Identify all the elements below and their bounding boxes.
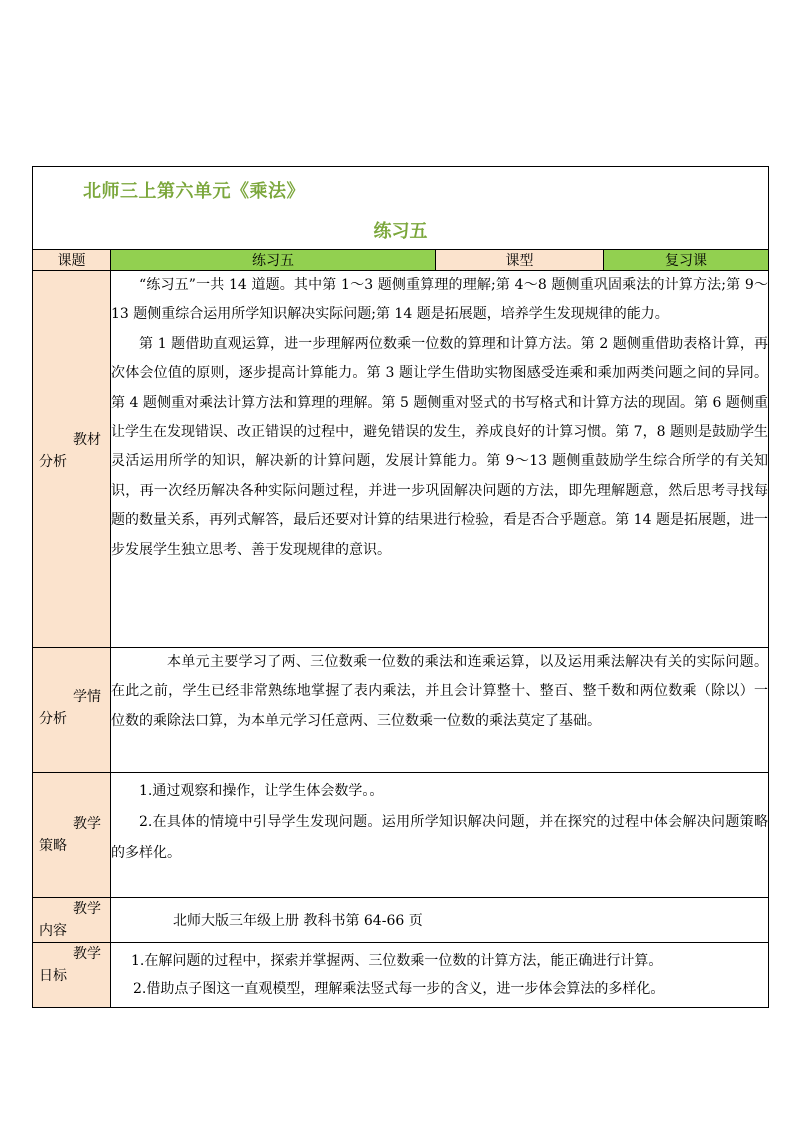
textbook-analysis-body [111, 271, 769, 648]
teaching-strategy-label-2: 策略 [39, 838, 67, 854]
lesson-subtitle: 练习五 [373, 221, 428, 242]
document-title: 北师三上第六单元《乘法》 [83, 181, 305, 202]
teaching-strategy-label-cell [33, 773, 111, 898]
teaching-content-row [33, 898, 769, 943]
teaching-strategy-row [33, 773, 769, 898]
lesson-type-value: 复习课 [604, 250, 769, 271]
title-cell [33, 167, 769, 250]
textbook-paragraph: 第 1 题借助直观运算，进一步理解两位数乘一位数的算理和计算方法。第 2 题侧重借助表格计算，再次体会位值的原则，逐步提高计算能力。第 3 题让学生借助实物图感受连乘和乘加两类问题之间的异同。第 4 题侧重对乘法计算方法和算理的理解。第 5 题侧重对竖式的书写格式和计算方法的现固。第 6 题侧重让学生在发现错误、改正错误的过程中，避免错误的发生，养成良好的计算习惯。第 7，8 题则是鼓励学生灵活运用所学的知识，解决新的计算问题，发展计算能力。第 9～13 题侧重鼓励学生综合所学的有关知识，再一次经历解决各种实际问题过程，并进一步巩固解决问题的方法，即先理解题意，然后思考寻找每题的数量关系，再列式解答，最后还要对计算的结果进行检验，看是否合乎题意。第 14 题是拓展题，进一步发展学生独立思考、善于发现规律的意识。 [111, 335, 768, 558]
lesson-plan-table [32, 166, 769, 1008]
topic-value: 练习五 [111, 250, 436, 271]
lesson-plan-sheet [32, 166, 768, 1008]
teaching-content-text: 北师大版三年级上册 教科书第 64-66 页 [173, 913, 423, 929]
goal-item: 1.在解问题的过程中，探索并掌握两、三位数乘一位数的计算方法，能正确进行计算。 [131, 953, 663, 969]
student-analysis-row [33, 648, 769, 773]
goal-item: 2.借助点子图这一直观模型，理解乘法竖式每一步的含义，进一步体会算法的多样化。 [133, 981, 665, 997]
teaching-goals-row [33, 943, 769, 1008]
student-analysis-label-cell [33, 648, 111, 773]
textbook-analysis-label-2: 分析 [39, 454, 67, 470]
textbook-analysis-row [33, 271, 769, 648]
teaching-goals-label-1: 教学 [73, 946, 101, 962]
teaching-content-label-1: 教学 [73, 901, 101, 917]
teaching-goals-label-cell [33, 943, 111, 1008]
teaching-content-label-cell [33, 898, 111, 943]
teaching-goals-label-2: 日标 [39, 968, 67, 984]
student-paragraph: 本单元主要学习了两、三位数乘一位数的乘法和连乘运算，以及运用乘法解决有关的实际问题。在此之前，学生已经非常熟练地掌握了表内乘法，并且会计算整十、整百、整千数和两位数乘（除以）一位数的乘除法口算，为本单元学习任意两、三位数乘一位数的乘法莫定了基础。 [111, 654, 768, 729]
student-analysis-label-1: 学情 [73, 689, 101, 705]
textbook-analysis-label-1: 教材 [73, 432, 101, 448]
teaching-content-body [111, 898, 769, 943]
strategy-item: 2.在具体的情境中引导学生发现问题。运用所学知识解决问题，并在探究的过程中体会解决问题策略的多样化。 [111, 814, 768, 861]
teaching-content-label-2: 内容 [39, 923, 67, 939]
textbook-paragraph: “练习五”一共 14 道题。其中第 1～3 题侧重算理的理解;第 4～8 题侧重巩固乘法的计算方法;第 9～13 题侧重综合运用所学知识解决实际问题;第 14 题是拓展题，培养学生发现规律的能力。 [111, 277, 768, 323]
teaching-strategy-body [111, 773, 769, 898]
topic-label: 课题 [33, 250, 111, 271]
teaching-strategy-label-1: 教学 [73, 816, 101, 832]
lesson-type-label: 课型 [436, 250, 604, 271]
student-analysis-body [111, 648, 769, 773]
header-row [33, 250, 769, 271]
textbook-analysis-label-cell [33, 271, 111, 648]
teaching-goals-body [111, 943, 769, 1008]
strategy-item: 1.通过观察和操作，让学生体会数学。。 [139, 783, 384, 799]
student-analysis-label-2: 分析 [39, 711, 67, 727]
